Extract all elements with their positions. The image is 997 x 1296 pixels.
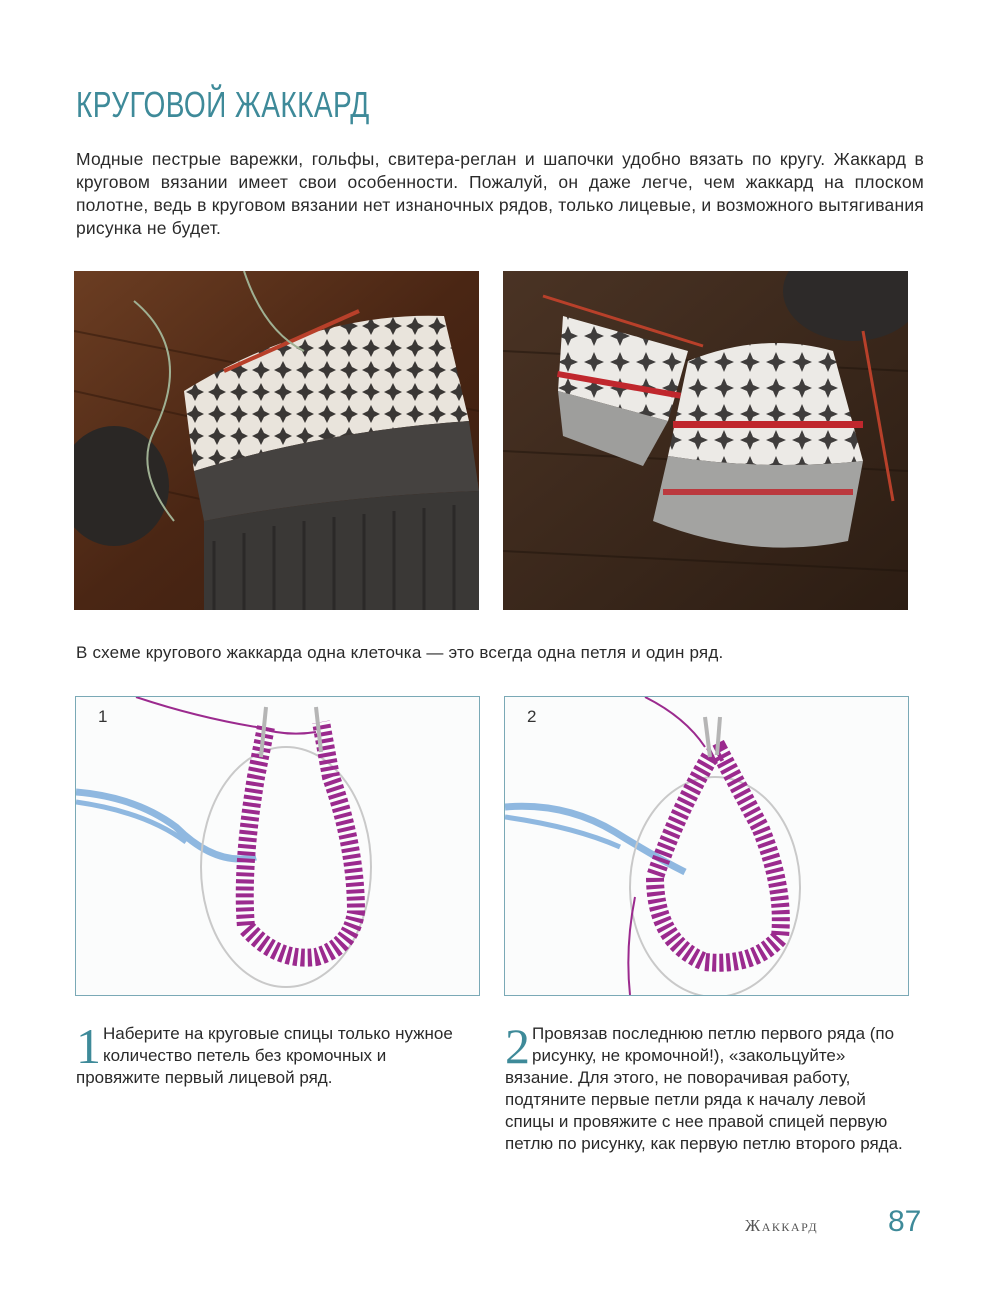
footer-section-name: Жаккард xyxy=(745,1216,819,1235)
step-1-description: Наберите на круговые спицы только нужное количество петель без кромочных и провяжите первый лицевой ряд. xyxy=(76,1024,453,1087)
page-title: КРУГОВОЙ ЖАККАРД xyxy=(76,84,370,125)
scheme-note: В схеме кругового жаккарда одна клеточка — это всегда одна петля и один ряд. xyxy=(76,643,724,662)
step-1-label: 1 xyxy=(98,707,108,726)
step-2-image xyxy=(504,696,909,996)
step-2-number: 2 xyxy=(505,1018,530,1074)
step-1-number: 1 xyxy=(76,1018,101,1074)
step-1-image xyxy=(75,696,480,996)
step-1-text-block xyxy=(76,1018,456,1089)
step-2-text-block xyxy=(505,1018,905,1155)
step-2-description: Провязав последнюю петлю первого ряда (по рисунку, не кромочной!), «закольцуйте» вязание. Для этого, не поворачивая работу, подтяните первые петли ряда к началу левой спицы и провяжите с нее правой спицей первую петлю по рисунку, как первую петлю второго ряда. xyxy=(505,1024,903,1153)
photo-grey-hats xyxy=(503,271,908,610)
step-2-label: 2 xyxy=(527,707,537,726)
intro-paragraph: Модные пестрые варежки, гольфы, свитера-реглан и шапочки удобно вязать по кругу. Жаккард в круговом вязании имеет свои особенности. Пожалуй, он даже легче, чем жаккард на плоском полотне, ведь в круговом вязании нет изнаночных рядов, только лицевые, и возможного вытягивания рисунка не будет. xyxy=(76,149,924,238)
photo-dark-jacquard xyxy=(74,271,479,610)
page-number: 87 xyxy=(888,1205,922,1238)
